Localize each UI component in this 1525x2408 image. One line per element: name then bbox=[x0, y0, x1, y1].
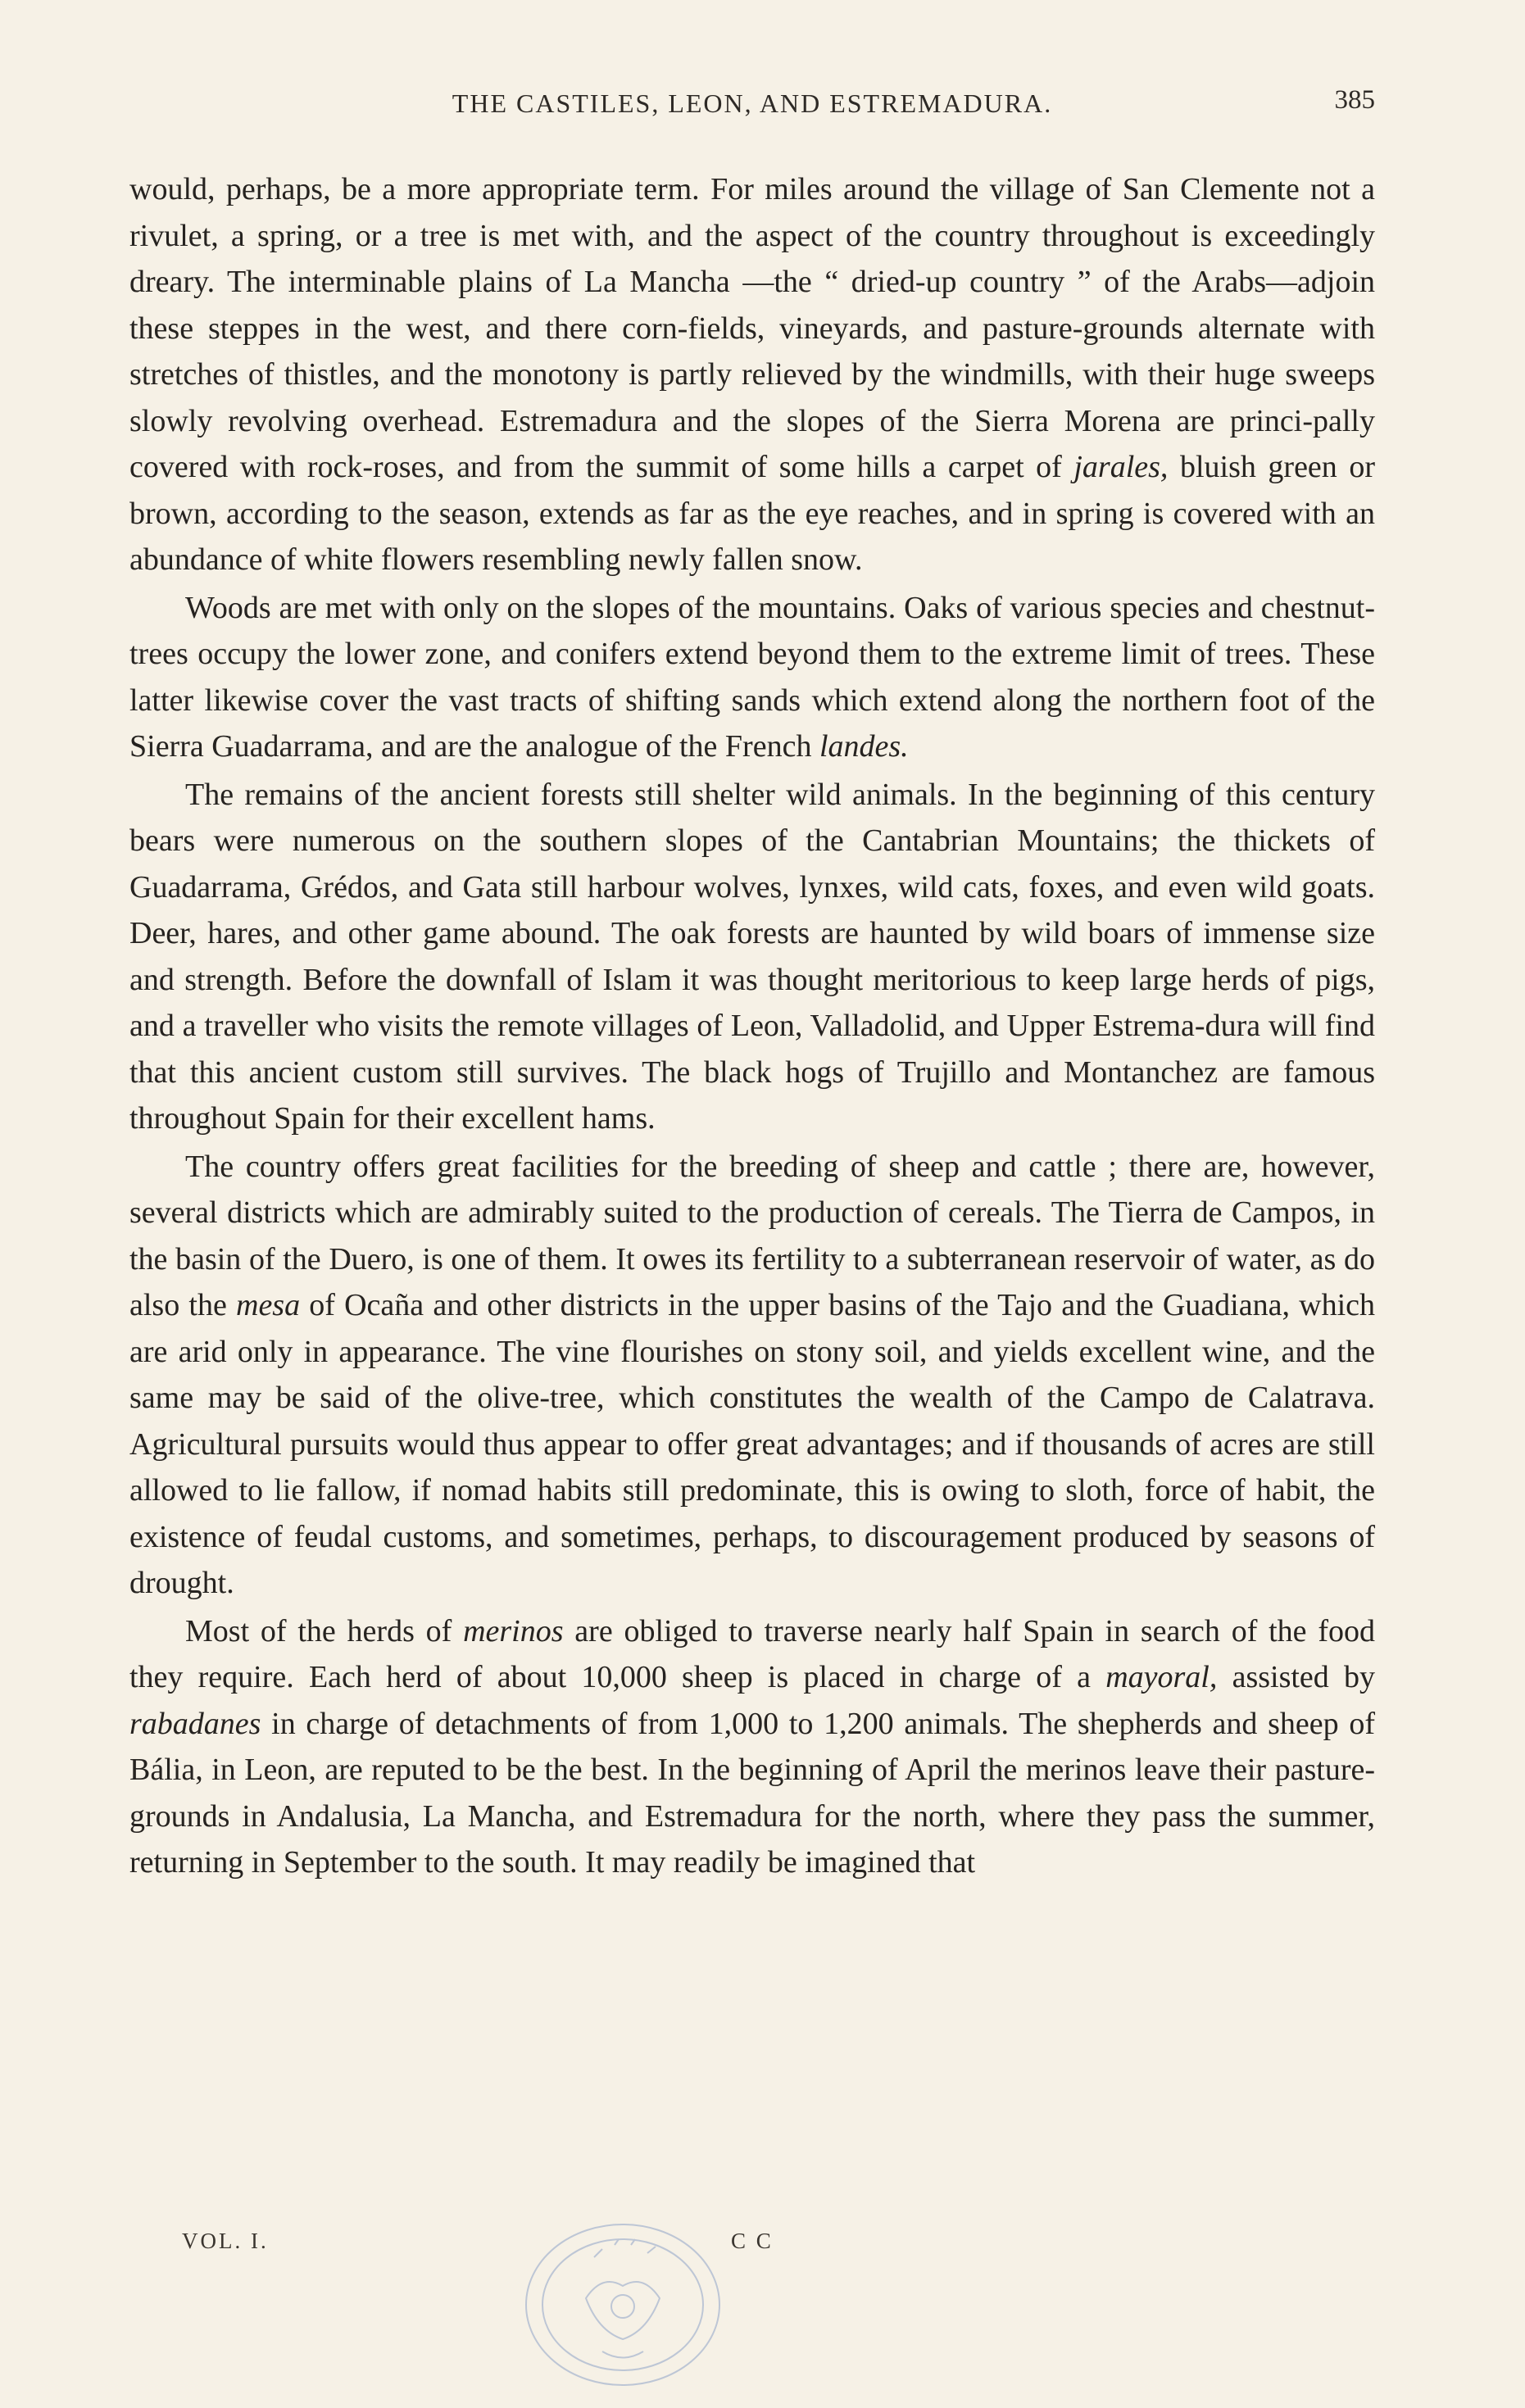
text-run: The remains of the ancient forests still shelter wild animals. In the beginning of this century bears were numerous on the southern slopes of the Cantabrian Mountains; the thickets of Guadarrama, Grédos, and Gata still harbour wolves, lynxes, wild cats, foxes, and even wild goats. Deer, hares, and other game abound. The oak forests are haunted by wild boars of immense size and strength. Before the downfall of Islam it was thought meritorious to keep large herds of pigs, and a traveller who visits the remote villages of Leon, Valladolid, and Upper Estrema-dura will find that this ancient custom still survives. The black hogs of Trujillo and Montanchez are famous throughout Spain for their excellent hams. bbox=[129, 777, 1375, 1136]
text-run: are obliged to traverse nearly half Spain in search of the food they require. Each herd of about 10,000 sheep is placed in charge of a bbox=[129, 1613, 1375, 1694]
paragraph-1 bbox=[129, 166, 1375, 583]
italic-term: merinos bbox=[463, 1613, 564, 1648]
text-run: assisted by bbox=[1217, 1660, 1375, 1694]
paragraph-2 bbox=[129, 585, 1375, 770]
paragraph-5 bbox=[129, 1608, 1375, 1886]
text-run: bluish green or brown, according to the season, extends as far as the eye reaches, and in spring is covered with an abundance of white flowers resembling newly fallen snow. bbox=[129, 450, 1375, 577]
text-run: would, perhaps, be a more appropriate term. For miles around the village of San Clemente not a rivulet, a spring, or a tree is met with, and the aspect of the country throughout is exceedingly dreary. The interminable plains of La Mancha —the “ dried-up country ” of the Arabs—adjoin these steppes in the west, and there corn-fields, vineyards, and pasture-grounds alternate with stretches of thistles, and the monotony is partly relieved by the windmills, with their huge sweeps slowly revolving overhead. Estremadura and the slopes of the Sierra Morena are princi-pally covered with rock-roses, and from the summit of some hills a carpet of bbox=[129, 172, 1375, 484]
running-head bbox=[129, 85, 1375, 129]
library-stamp bbox=[504, 2208, 742, 2397]
paragraph-4 bbox=[129, 1144, 1375, 1607]
italic-term: mesa bbox=[236, 1288, 301, 1322]
paragraph-3 bbox=[129, 772, 1375, 1142]
body-text bbox=[129, 166, 1375, 1888]
volume-label: VOL. I. bbox=[182, 2229, 269, 2253]
italic-term: jarales, bbox=[1073, 450, 1169, 484]
italic-term: landes. bbox=[819, 729, 909, 764]
text-run: Most of the herds of bbox=[185, 1613, 464, 1648]
text-run: of Ocaña and other districts in the upper basins of the Tajo and the Guadiana, which are arid only in appearance. The vine flourishes on stony soil, and yields excellent wine, and the same may be said of the olive-tree, which constitutes the wealth of the Campo de Calatrava. Agricultural pursuits would thus appear to offer great advantages; and if thousands of acres are still allowed to lie fallow, if nomad habits still predominate, this is owing to sloth, force of habit, the existence of feudal customs, and sometimes, perhaps, to discouragement produced by seasons of drought. bbox=[129, 1288, 1375, 1600]
italic-term: rabadanes bbox=[129, 1706, 261, 1741]
text-run: The country offers great facilities for the breeding of sheep and cattle ; there are, however, several districts which are admirably suited to the production of cereals. The Tierra de Campos, in the basin of the Duero, is one of them. It owes its fertility to a subterranean reservoir of water, as do also the bbox=[129, 1149, 1375, 1322]
running-title: THE CASTILES, LEON, AND ESTREMADURA. bbox=[452, 88, 1053, 118]
signature-mark: C C bbox=[731, 2229, 774, 2253]
text-run: Woods are met with only on the slopes of the mountains. Oaks of various species and chestnut-trees occupy the lower zone, and conifers extend beyond them to the extreme limit of trees. These latter likewise cover the vast tracts of shifting sands which extend along the northern foot of the Sierra Guadarrama, and are the analogue of the French bbox=[129, 590, 1375, 764]
page-number: 385 bbox=[1334, 85, 1375, 115]
text-run: in charge of detachments of from 1,000 to 1,200 animals. The shepherds and sheep of Bália, in Leon, are reputed to be the best. In the beginning of April the merinos leave their pasture-grounds in Andalusia, La Mancha, and Estremadura for the north, where they pass the summer, returning in September to the south. It may readily be imagined that bbox=[129, 1706, 1375, 1880]
italic-term: mayoral, bbox=[1105, 1660, 1218, 1694]
